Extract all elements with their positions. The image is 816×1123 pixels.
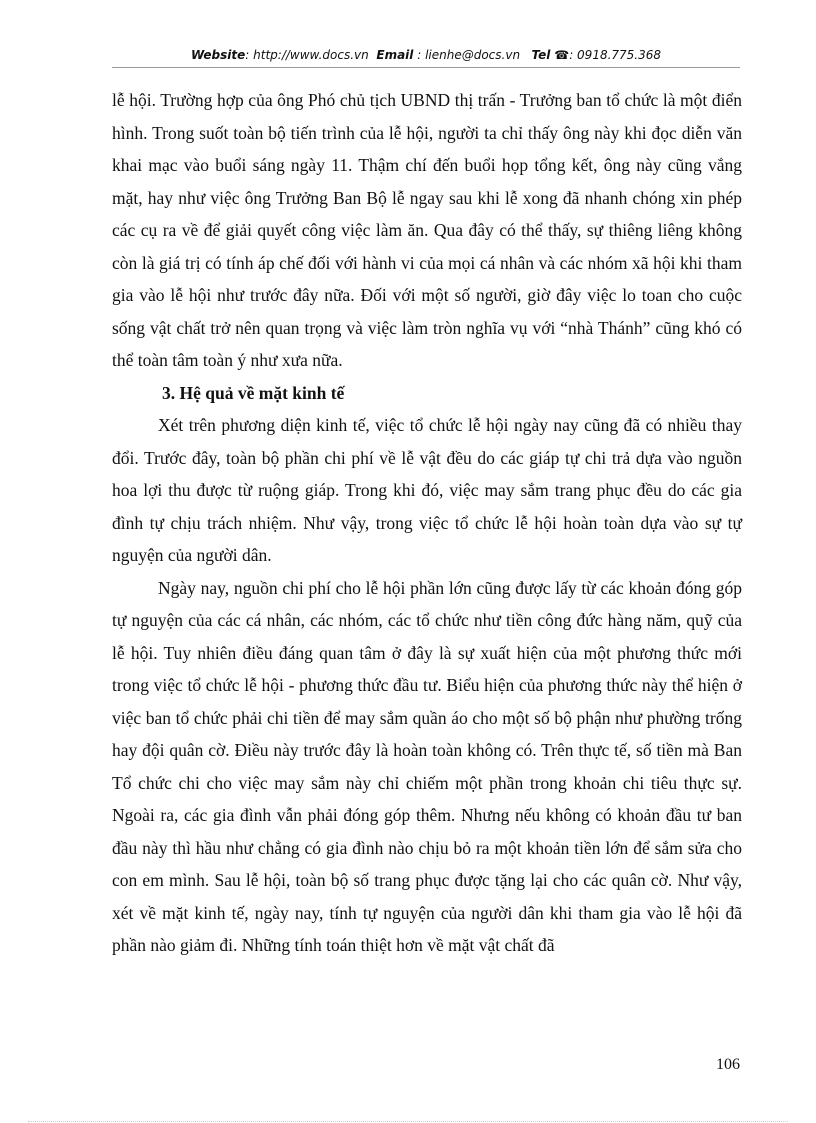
- website-value: : http://www.docs.vn: [245, 48, 369, 62]
- section-heading: 3. Hệ quả về mặt kinh tế: [162, 382, 345, 403]
- email-value: : lienhe@docs.vn: [413, 48, 521, 62]
- paragraph: Xét trên phương diện kinh tế, việc tổ chức lễ hội ngày nay cũng đã có nhiều thay đổi. Trước đây, toàn bộ phần chi phí về lễ vật đều do các giáp tự chi trả dựa vào nguồn hoa lợi thu được từ ruộng giáp. Trong khi đó, việc may sắm trang phục đều do các gia đình tự chịu trách nhiệm. Như vậy, trong việc tổ chức lễ hội hoàn toàn dựa vào sự tự nguyện của người dân.: [112, 415, 742, 565]
- page-number: 106: [716, 1056, 740, 1073]
- document-body: [112, 84, 742, 962]
- bottom-divider: [28, 1121, 788, 1122]
- email-label: Email: [376, 48, 414, 62]
- website-label: Website: [190, 48, 246, 62]
- page-header: [112, 47, 740, 68]
- tel-label: Tel: [531, 48, 551, 62]
- phone-icon: ☎: [554, 48, 570, 62]
- paragraph: Ngày nay, nguồn chi phí cho lễ hội phần lớn cũng được lấy từ các khoản đóng góp tự nguyện của các cá nhân, các nhóm, các tổ chức như tiền công đức hàng năm, quỹ của lễ hội. Tuy nhiên điều đáng quan tâm ở đây là sự xuất hiện của một phương thức mới trong việc tổ chức lễ hội - phương thức đầu tư. Biểu hiện của phương thức này thể hiện ở việc ban tổ chức phải chi tiền để may sắm quần áo cho một số bộ phận như phường trống hay đội quân cờ. Điều này trước đây là hoàn toàn không có. Trên thực tế, số tiền mà Ban Tổ chức chi cho việc may sắm này chỉ chiếm một phần trong khoản chi tiêu thực sự. Ngoài ra, các gia đình vẫn phải đóng góp thêm. Nhưng nếu không có khoản đầu tư ban đầu này thì hầu như chẳng có gia đình nào chịu bỏ ra một khoản tiền lớn để sắm sửa cho con em mình. Sau lễ hội, toàn bộ số trang phục được tặng lại cho các quân cờ. Như vậy, xét về mặt kinh tế, ngày nay, tính tự nguyện của người dân khi tham gia vào lễ hội đã phần nào giảm đi. Những tính toán thiệt hơn về mặt vật chất đã: [112, 577, 742, 955]
- paragraph-continuation: lễ hội. Trường hợp của ông Phó chủ tịch UBND thị trấn - Trưởng ban tổ chức là một điển hình. Trong suốt toàn bộ tiến trình của lễ hội, người ta chỉ thấy ông này khi đọc diễn văn khai mạc vào buổi sáng ngày 11. Thậm chí đến buổi họp tổng kết, ông này cũng vắng mặt, hay như việc ông Trưởng Ban Bộ lễ ngay sau khi lễ xong đã nhanh chóng xin phép các cụ ra về để giải quyết công việc làm ăn. Qua đây có thể thấy, sự thiêng liêng không còn là giá trị có tính áp chế đối với hành vi của mọi cá nhân và các nhóm xã hội khi tham gia vào lễ hội như trước đây nữa. Đối với một số người, giờ đây việc lo toan cho cuộc sống vật chất trở nên quan trọng và việc làm tròn nghĩa vụ với “nhà Thánh” cũng khó có thể toàn tâm toàn ý như xưa nữa.: [112, 90, 742, 370]
- tel-value: : 0918.775.368: [569, 48, 662, 62]
